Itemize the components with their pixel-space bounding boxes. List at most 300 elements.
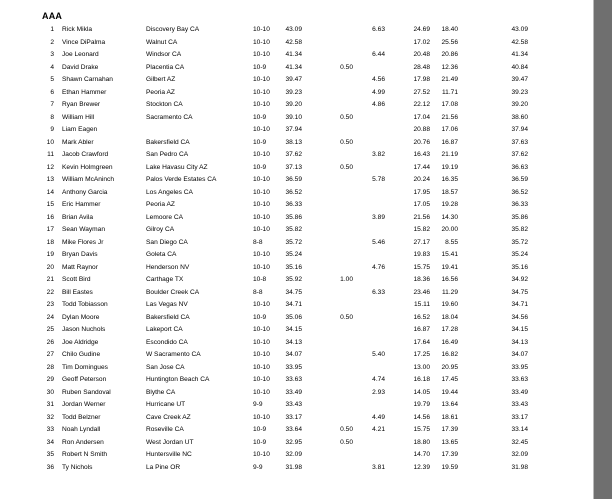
shooter-name: Todd Tobiasson [62, 301, 108, 308]
score-cell: 33.49 [285, 388, 302, 396]
score-cell: 41.34 [285, 63, 302, 71]
part-b-cell: 13.64 [441, 401, 458, 408]
rank-cell: 14 [46, 188, 54, 196]
penalty-cell: 0.50 [340, 113, 353, 121]
series-cell: 10-9 [253, 438, 267, 446]
table-row [0, 137, 594, 150]
score-cell: 43.09 [285, 26, 302, 33]
score-cell: 38.13 [285, 138, 302, 146]
part-b-cell: 14.30 [441, 213, 458, 221]
part-a-cell: 12.39 [413, 463, 430, 471]
shooter-name: Dylan Moore [62, 313, 100, 321]
table-row [0, 424, 594, 437]
hometown: Placentia CA [146, 63, 185, 71]
total-cell: 32.45 [511, 438, 528, 446]
part-b-cell: 20.95 [441, 363, 458, 371]
rank-cell: 30 [46, 388, 54, 396]
part-a-cell: 22.12 [413, 101, 430, 108]
score-cell: 34.13 [285, 338, 302, 346]
table-row [0, 274, 594, 287]
part-a-cell: 21.56 [413, 213, 430, 221]
score-cell: 31.98 [285, 463, 302, 471]
shooter-name: David Drake [62, 63, 99, 71]
part-a-cell: 14.56 [413, 413, 430, 421]
table-row [0, 174, 594, 187]
part-a-cell: 14.05 [413, 388, 430, 396]
table-row [0, 349, 594, 362]
part-a-cell: 17.95 [413, 188, 430, 196]
hometown: Walnut CA [146, 38, 178, 46]
part-b-cell: 17.39 [441, 451, 458, 458]
rank-cell: 24 [46, 313, 54, 321]
shooter-name: Joe Leonard [62, 51, 99, 58]
series-cell: 10-10 [253, 51, 270, 58]
series-cell: 9-9 [253, 463, 263, 471]
penalty-cell: 0.50 [340, 313, 353, 321]
series-cell: 10-10 [253, 38, 270, 46]
part-a-cell: 17.04 [413, 113, 430, 121]
rank-cell: 4 [50, 63, 54, 71]
part-a-cell: 20.88 [413, 126, 430, 133]
series-cell: 10-9 [253, 113, 267, 121]
table-row [0, 387, 594, 400]
part-a-cell: 17.02 [413, 38, 430, 46]
score-cell: 39.23 [285, 88, 302, 96]
table-row [0, 374, 594, 387]
total-cell: 33.49 [511, 388, 528, 396]
total-cell: 36.63 [511, 163, 528, 171]
part-b-cell: 17.45 [441, 376, 458, 383]
hometown: Roseville CA [146, 426, 184, 433]
score-cell: 35.06 [285, 313, 302, 321]
shooter-name: Vince DiPalma [62, 38, 106, 46]
series-cell: 10-10 [253, 451, 270, 458]
viewer-background [594, 0, 612, 499]
hometown: Bakersfield CA [146, 313, 190, 321]
score-cell: 37.62 [285, 151, 302, 158]
total-cell: 36.33 [511, 201, 528, 208]
part-b-cell: 18.57 [441, 188, 458, 196]
series-cell: 10-10 [253, 338, 270, 346]
total-cell: 34.15 [511, 326, 528, 333]
score-cell: 35.82 [285, 226, 302, 233]
total-cell: 37.62 [511, 151, 528, 158]
score-cell: 39.20 [285, 101, 302, 108]
table-row [0, 224, 594, 237]
series-cell: 10-10 [253, 201, 270, 208]
bonus-cell: 4.56 [372, 76, 385, 83]
rank-cell: 20 [46, 263, 54, 271]
score-cell: 39.10 [285, 113, 302, 121]
score-cell: 33.43 [285, 401, 302, 408]
part-a-cell: 17.05 [413, 201, 430, 208]
part-b-cell: 21.56 [441, 113, 458, 121]
hometown: Las Vegas NV [146, 301, 188, 308]
table-row [0, 37, 594, 50]
rank-cell: 22 [46, 288, 54, 296]
shooter-name: Bryan Davis [62, 251, 98, 258]
hometown: Bakersfield CA [146, 138, 190, 146]
hometown: Lakeport CA [146, 326, 183, 333]
series-cell: 10-10 [253, 101, 270, 108]
shooter-name: Todd Belzner [62, 413, 101, 421]
table-row [0, 62, 594, 75]
part-a-cell: 27.17 [413, 238, 430, 246]
series-cell: 10-9 [253, 426, 267, 433]
score-cell: 35.92 [285, 276, 302, 283]
rank-cell: 10 [46, 138, 54, 146]
table-row [0, 99, 594, 112]
rank-cell: 17 [46, 226, 54, 233]
bonus-cell: 5.40 [372, 351, 385, 358]
part-a-cell: 16.52 [413, 313, 430, 321]
table-row [0, 162, 594, 175]
hometown: Henderson NV [146, 263, 190, 271]
total-cell: 33.14 [511, 426, 528, 433]
bonus-cell: 3.82 [372, 151, 385, 158]
hometown: Peoria AZ [146, 201, 175, 208]
rank-cell: 35 [46, 451, 54, 458]
part-a-cell: 17.25 [413, 351, 430, 358]
score-cell: 33.17 [285, 413, 302, 421]
hometown: Discovery Bay CA [146, 26, 200, 33]
series-cell: 10-10 [253, 213, 270, 221]
table-row [0, 324, 594, 337]
score-cell: 36.52 [285, 188, 302, 196]
part-a-cell: 17.64 [413, 338, 430, 346]
table-row [0, 187, 594, 200]
shooter-name: Ryan Brewer [62, 101, 101, 108]
hometown: Los Angeles CA [146, 188, 193, 196]
total-cell: 35.72 [511, 238, 528, 246]
part-b-cell: 11.29 [441, 288, 458, 296]
score-cell: 34.71 [285, 301, 302, 308]
rank-cell: 29 [46, 376, 54, 383]
table-row [0, 87, 594, 100]
table-row [0, 199, 594, 212]
bonus-cell: 5.46 [372, 238, 385, 246]
shooter-name: Ruben Sandoval [62, 388, 111, 396]
shooter-name: Mark Abler [62, 138, 94, 146]
series-cell: 10-10 [253, 26, 270, 33]
series-cell: 10-10 [253, 188, 270, 196]
part-b-cell: 21.19 [441, 151, 458, 158]
part-b-cell: 19.28 [441, 201, 458, 208]
series-cell: 10-10 [253, 351, 270, 358]
series-cell: 10-10 [253, 126, 270, 133]
part-a-cell: 18.36 [413, 276, 430, 283]
rank-cell: 5 [50, 76, 54, 83]
hometown: San Diego CA [146, 238, 188, 246]
shooter-name: Joe Aldridge [62, 338, 99, 346]
part-b-cell: 18.61 [441, 413, 458, 421]
part-a-cell: 27.52 [413, 88, 430, 96]
table-row [0, 412, 594, 425]
shooter-name: Liam Eagen [62, 126, 98, 133]
hometown: Cave Creek AZ [146, 413, 191, 421]
series-cell: 10-10 [253, 376, 270, 383]
rank-cell: 2 [50, 38, 54, 46]
part-a-cell: 18.80 [413, 438, 430, 446]
part-b-cell: 8.55 [445, 238, 458, 246]
total-cell: 43.09 [511, 26, 528, 33]
part-b-cell: 16.49 [441, 338, 458, 346]
total-cell: 41.34 [511, 51, 528, 58]
rank-cell: 8 [50, 113, 54, 121]
rank-cell: 12 [46, 163, 54, 171]
rank-cell: 15 [46, 201, 54, 208]
part-b-cell: 17.08 [441, 101, 458, 108]
series-cell: 10-10 [253, 151, 270, 158]
series-cell: 10-10 [253, 76, 270, 83]
bonus-cell: 4.76 [372, 263, 385, 271]
shooter-name: Mike Flores Jr [62, 238, 104, 246]
score-cell: 34.15 [285, 326, 302, 333]
total-cell: 40.84 [511, 63, 528, 71]
hometown: Stockton CA [146, 101, 183, 108]
score-cell: 41.34 [285, 51, 302, 58]
shooter-name: Ethan Hammer [62, 88, 107, 96]
series-cell: 10-10 [253, 226, 270, 233]
shooter-name: Kevin Holmgreen [62, 163, 113, 171]
part-a-cell: 13.00 [413, 363, 430, 371]
series-cell: 10-10 [253, 413, 270, 421]
part-a-cell: 14.70 [413, 451, 430, 458]
penalty-cell: 0.50 [340, 63, 353, 71]
rank-cell: 18 [46, 238, 54, 246]
total-cell: 33.17 [511, 413, 528, 421]
hometown: Escondido CA [146, 338, 188, 346]
table-row [0, 449, 594, 462]
part-a-cell: 17.98 [413, 76, 430, 83]
bonus-cell: 6.63 [372, 26, 385, 33]
part-a-cell: 19.79 [413, 401, 430, 408]
rank-cell: 19 [46, 251, 54, 258]
series-cell: 10-8 [253, 276, 267, 283]
shooter-name: Rick Mikla [62, 26, 93, 33]
part-b-cell: 19.19 [441, 163, 458, 171]
shooter-name: Jacob Crawford [62, 151, 109, 158]
total-cell: 35.16 [511, 263, 528, 271]
table-row [0, 437, 594, 450]
rank-cell: 27 [46, 351, 54, 358]
total-cell: 34.75 [511, 288, 528, 296]
bonus-cell: 2.93 [372, 388, 385, 396]
section-title: AAA [42, 11, 63, 21]
table-row [0, 49, 594, 62]
rank-cell: 33 [46, 426, 54, 433]
series-cell: 10-9 [253, 63, 267, 71]
score-cell: 34.75 [285, 288, 302, 296]
penalty-cell: 0.50 [340, 138, 353, 146]
part-b-cell: 21.49 [441, 76, 458, 83]
rank-cell: 9 [50, 126, 54, 133]
series-cell: 10-10 [253, 388, 270, 396]
rank-cell: 28 [46, 363, 54, 371]
table-row [0, 399, 594, 412]
total-cell: 35.24 [511, 251, 528, 258]
hometown: Palos Verde Estates CA [146, 176, 217, 183]
bonus-cell: 3.89 [372, 213, 385, 221]
hometown: Blythe CA [146, 388, 176, 396]
bonus-cell: 3.81 [372, 463, 385, 471]
part-a-cell: 20.24 [413, 176, 430, 183]
rank-cell: 11 [47, 151, 54, 158]
total-cell: 39.47 [511, 76, 528, 83]
table-row [0, 462, 594, 475]
shooter-name: Bill Eastes [62, 288, 93, 296]
series-cell: 10-10 [253, 363, 270, 371]
shooter-name: Jordan Werner [62, 401, 106, 408]
total-cell: 34.07 [511, 351, 528, 358]
shooter-name: Jason Nuchols [62, 326, 106, 333]
total-cell: 31.98 [511, 463, 528, 471]
part-b-cell: 19.59 [441, 463, 458, 471]
part-b-cell: 20.00 [441, 226, 458, 233]
shooter-name: Robert N Smith [62, 451, 108, 458]
rank-cell: 26 [46, 338, 54, 346]
part-b-cell: 11.71 [441, 88, 458, 96]
hometown: Windsor CA [146, 51, 182, 58]
part-a-cell: 15.75 [413, 426, 430, 433]
total-cell: 36.59 [511, 176, 528, 183]
total-cell: 33.63 [511, 376, 528, 383]
score-cell: 32.95 [285, 438, 302, 446]
total-cell: 37.94 [511, 126, 528, 133]
shooter-name: Sean Wayman [62, 226, 106, 233]
hometown: La Pine OR [146, 463, 181, 471]
score-cell: 39.47 [285, 76, 302, 83]
hometown: Carthage TX [146, 276, 184, 283]
series-cell: 8-8 [253, 238, 263, 246]
bonus-cell: 5.78 [372, 176, 385, 183]
total-cell: 33.95 [511, 363, 528, 371]
score-cell: 35.16 [285, 263, 302, 271]
hometown: San Jose CA [146, 363, 185, 371]
part-b-cell: 15.41 [441, 251, 458, 258]
rank-cell: 7 [50, 101, 54, 108]
total-cell: 34.71 [511, 301, 528, 308]
total-cell: 33.43 [511, 401, 528, 408]
hometown: Huntington Beach CA [146, 376, 210, 383]
part-b-cell: 17.06 [441, 126, 458, 133]
shooter-name: Ty Nichols [62, 463, 93, 471]
part-a-cell: 24.69 [413, 26, 430, 33]
score-cell: 35.24 [285, 251, 302, 258]
table-row [0, 112, 594, 125]
score-cell: 36.59 [285, 176, 302, 183]
penalty-cell: 0.50 [340, 163, 353, 171]
part-a-cell: 16.18 [413, 376, 430, 383]
score-cell: 35.72 [285, 238, 302, 246]
score-cell: 33.95 [285, 363, 302, 371]
hometown: West Jordan UT [146, 438, 194, 446]
part-a-cell: 16.43 [413, 151, 430, 158]
table-row [0, 149, 594, 162]
results-table [0, 24, 594, 474]
total-cell: 39.23 [511, 88, 528, 96]
rank-cell: 31 [46, 401, 54, 408]
table-row [0, 312, 594, 325]
table-row [0, 287, 594, 300]
part-a-cell: 15.11 [413, 301, 430, 308]
shooter-name: Tim Domingues [62, 363, 108, 371]
score-cell: 37.94 [285, 126, 302, 133]
part-b-cell: 19.60 [441, 301, 458, 308]
bonus-cell: 4.99 [372, 88, 385, 96]
series-cell: 10-9 [253, 163, 267, 171]
series-cell: 10-10 [253, 326, 270, 333]
table-row [0, 237, 594, 250]
series-cell: 10-10 [253, 251, 270, 258]
score-cell: 34.07 [285, 351, 302, 358]
shooter-name: Matt Raynor [62, 263, 98, 271]
rank-cell: 16 [46, 213, 54, 221]
part-a-cell: 28.48 [413, 63, 430, 71]
score-cell: 33.64 [285, 426, 302, 433]
bonus-cell: 4.74 [372, 376, 385, 383]
shooter-name: Geoff Peterson [62, 376, 107, 383]
hometown: Hurricane UT [146, 401, 186, 408]
shooter-name: Ron Andersen [62, 438, 104, 446]
total-cell: 37.63 [511, 138, 528, 146]
part-b-cell: 16.87 [441, 138, 458, 146]
part-b-cell: 17.28 [441, 326, 458, 333]
shooter-name: William Hill [62, 113, 95, 121]
total-cell: 34.92 [511, 276, 528, 283]
total-cell: 34.56 [511, 313, 528, 321]
series-cell: 8-8 [253, 288, 263, 296]
part-a-cell: 20.48 [413, 51, 430, 58]
total-cell: 42.58 [511, 38, 528, 46]
part-b-cell: 13.65 [441, 438, 458, 446]
part-a-cell: 16.87 [413, 326, 430, 333]
bonus-cell: 6.33 [372, 288, 385, 296]
bonus-cell: 6.44 [372, 51, 385, 58]
score-cell: 36.33 [285, 201, 302, 208]
shooter-name: Chilo Gudine [62, 351, 101, 358]
shooter-name: Shawn Carnahan [62, 76, 113, 83]
hometown: Gilroy CA [146, 226, 175, 233]
part-b-cell: 12.36 [441, 63, 458, 71]
part-b-cell: 16.35 [441, 176, 458, 183]
hometown: San Pedro CA [146, 151, 189, 158]
part-b-cell: 18.40 [441, 26, 458, 33]
part-a-cell: 23.46 [413, 288, 430, 296]
hometown: Huntersville NC [146, 451, 192, 458]
part-b-cell: 20.86 [441, 51, 458, 58]
series-cell: 10-10 [253, 88, 270, 96]
rank-cell: 6 [50, 88, 54, 96]
penalty-cell: 1.00 [340, 276, 353, 283]
total-cell: 36.52 [511, 188, 528, 196]
shooter-name: Scott Bird [62, 276, 91, 283]
hometown: Sacramento CA [146, 113, 193, 121]
score-cell: 32.09 [285, 451, 302, 458]
table-row [0, 262, 594, 275]
rank-cell: 3 [50, 51, 54, 58]
score-cell: 35.86 [285, 213, 302, 221]
part-b-cell: 25.56 [441, 38, 458, 46]
hometown: W Sacramento CA [146, 351, 201, 358]
table-row [0, 74, 594, 87]
part-b-cell: 18.04 [441, 313, 458, 321]
score-cell: 42.58 [285, 38, 302, 46]
hometown: Lemoore CA [146, 213, 184, 221]
rank-cell: 34 [46, 438, 54, 446]
series-cell: 9-9 [253, 401, 263, 408]
part-a-cell: 15.75 [413, 263, 430, 271]
